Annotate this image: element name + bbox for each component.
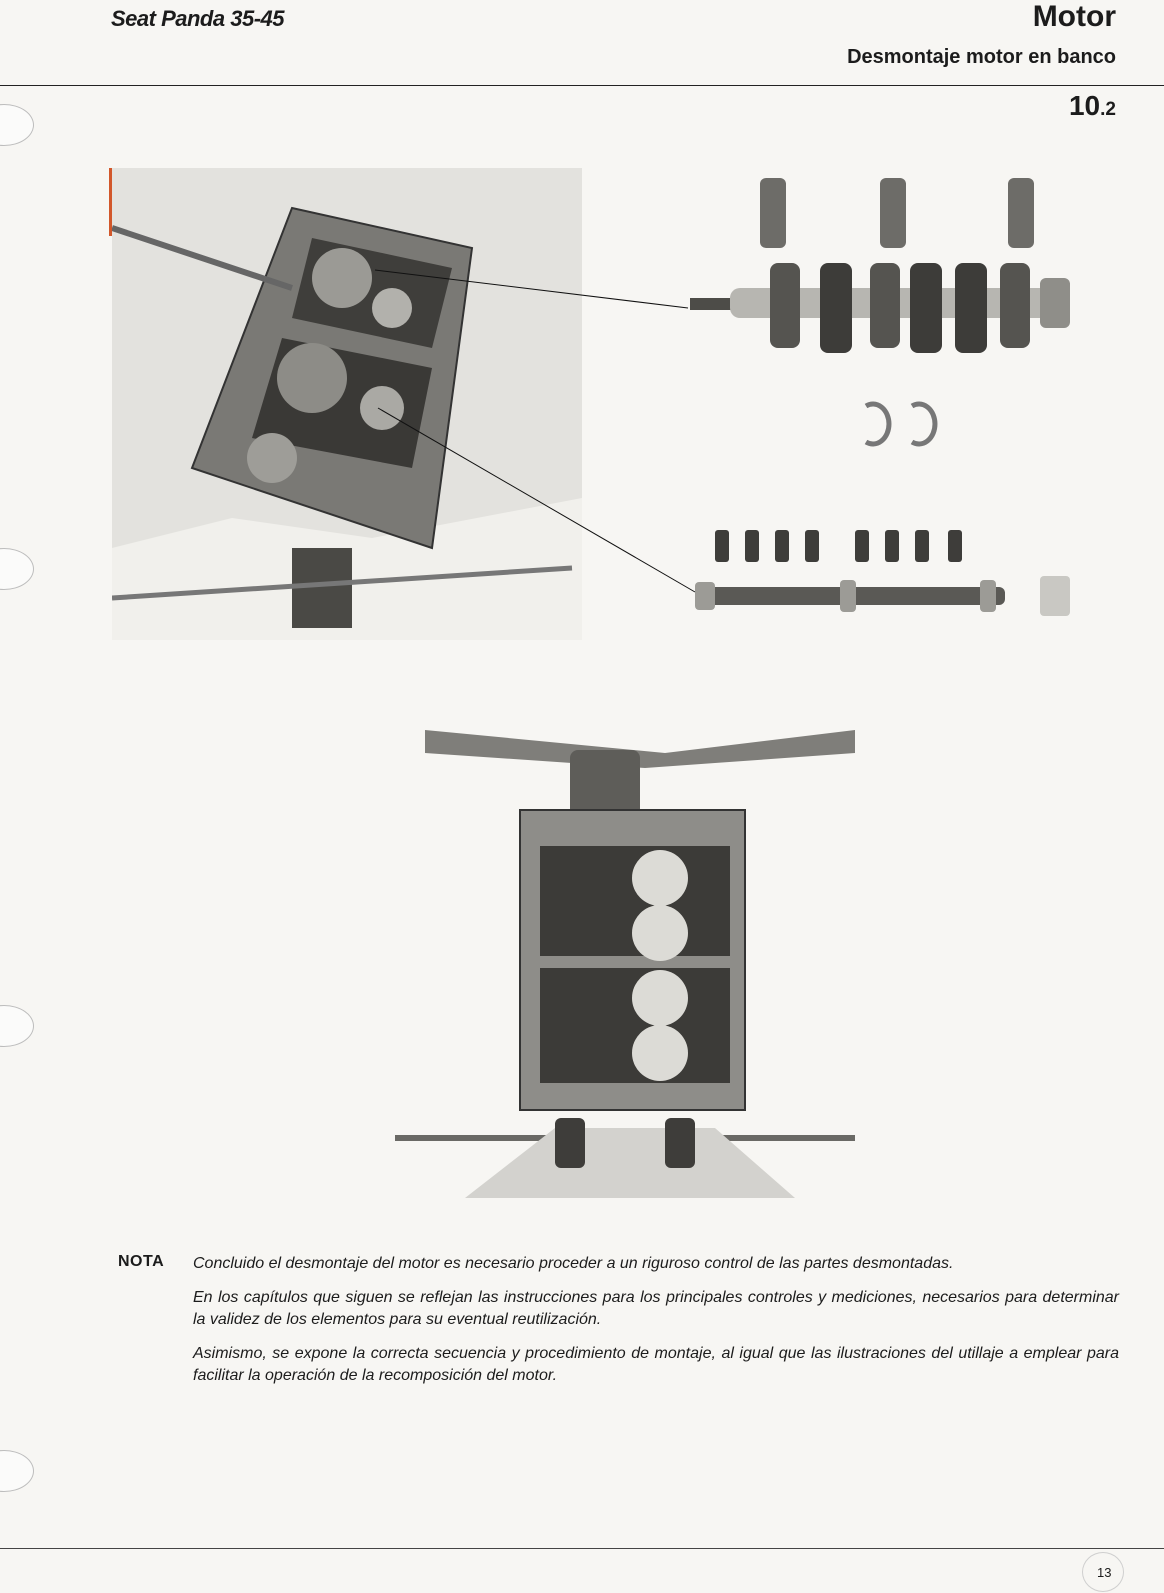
nota-paragraph: Concluido el desmontaje del motor es necesario proceder a un riguroso control de las partes desmontadas. [193, 1255, 954, 1272]
section-title: Motor [1032, 0, 1116, 33]
crankshaft-photo [680, 168, 1092, 458]
nota-paragraph: En los capítulos que siguen se reflejan las instrucciones para los principales controles y mediciones, necesarios para determinar la validez de los elementos para su eventual reutilización. [193, 1289, 1119, 1328]
page-number: 13 [1097, 1565, 1112, 1580]
section-subtitle: Desmontaje motor en banco [847, 46, 1116, 68]
footer-divider [0, 1548, 1164, 1549]
camshaft-photo [690, 520, 1090, 640]
page-code-main: 10 [1068, 90, 1101, 121]
page-code-sub: .2 [1100, 99, 1116, 120]
document-title: Seat Panda 35-45 [111, 6, 284, 31]
nota-paragraph: Asimismo, se expone la correcta secuencia y procedimiento de montaje, al igual que las ilustraciones del utillaje a emplear para facilitar la operación de la recomposición del motor. [193, 1345, 1119, 1384]
engine-block-bottom-photo [395, 728, 865, 1200]
nota-label: NOTA [118, 1253, 165, 1270]
